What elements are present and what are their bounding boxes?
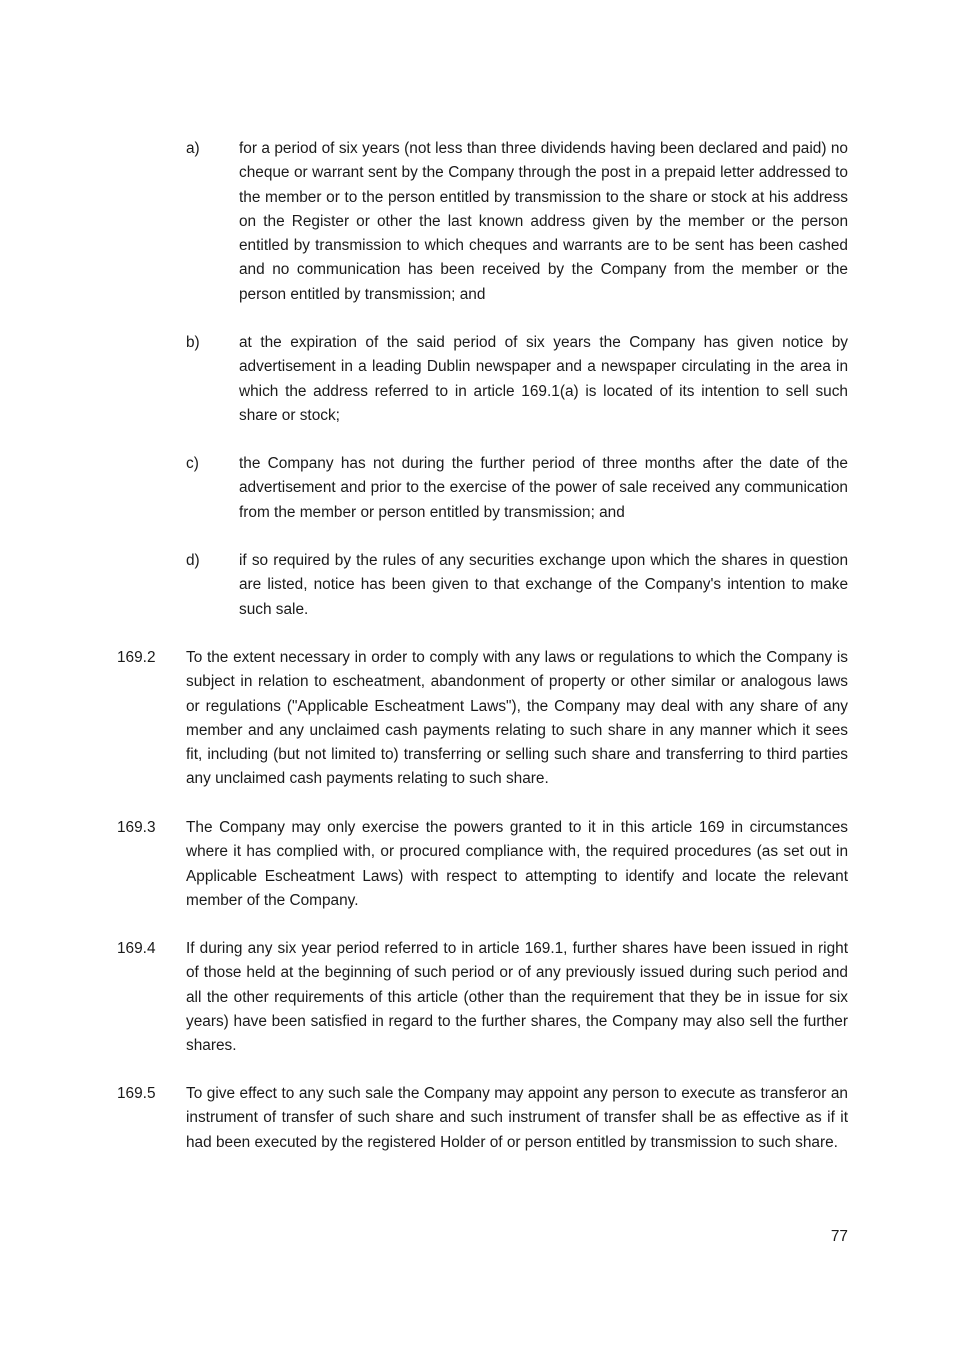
subclause-text: for a period of six years (not less than three dividends having been declared and paid) no cheque or warrant sent by the Company through the post in a prepaid letter addressed to the member or to the person entitled by transmission to the share or stock at his address on the Register or other the last known address given by the member or the person entitled by transmission to which cheques and warrants are to be sent has been cashed and no communication has been received by the Company from the member or the person entitled by transmission; and (239, 140, 848, 303)
article-number: 169.4 (117, 940, 156, 957)
article-number: 169.3 (117, 819, 156, 836)
subclause-label: a) (186, 140, 200, 157)
subclause-label: b) (186, 334, 200, 351)
subclause-text: at the expiration of the said period of six years the Company has given notice by advertisement in a leading Dublin newspaper and a newspaper circulating in the area in which the address referred to in article 169.1(a) is located of its intention to sell such share or stock; (239, 334, 848, 424)
subclause-label: d) (186, 552, 200, 569)
article-number: 169.2 (117, 649, 156, 666)
article-text: The Company may only exercise the powers granted to it in this article 169 in circumstances where it has complied with, or procured compliance with, the required procedures (as set out in Applicable Escheatment Laws) with respect to attempting to identify and locate the relevant member of the Company. (186, 819, 848, 909)
page-number: 77 (830, 1228, 848, 1245)
article-text: If during any six year period referred to in article 169.1, further shares have been issued in right of those held at the beginning of such period or of any previously issued during such period and all the other requirements of this article (other than the requirement that they be in issue for six years) have been satisfied in regard to the further shares, the Company may also sell the further shares. (186, 940, 848, 1055)
article-text: To the extent necessary in order to comply with any laws or regulations to which the Company is subject in relation to escheatment, abandonment of property or other similar or analogous laws or regulations ("Applicable Escheatment Laws"), the Company may deal with any share of any member and any unclaimed cash payments relating to such share in any manner which it sees fit, including (but not limited to) transferring or selling such share and transferring to third parties any unclaimed cash payments relating to such share. (186, 649, 848, 788)
subclause-label: c) (186, 455, 199, 472)
article-text: To give effect to any such sale the Company may appoint any person to execute as transferor an instrument of transfer of such share and such instrument of transfer shall be as effective as if it had been executed by the registered Holder of or person entitled by transmission to such share. (186, 1085, 848, 1151)
subclause-text: the Company has not during the further period of three months after the date of the advertisement and prior to the exercise of the power of sale received any communication from the member or person entitled by transmission; and (239, 455, 848, 521)
article-number: 169.5 (117, 1085, 156, 1102)
subclause-text: if so required by the rules of any securities exchange upon which the shares in question are listed, notice has been given to that exchange of the Company's intention to make such sale. (239, 552, 848, 618)
